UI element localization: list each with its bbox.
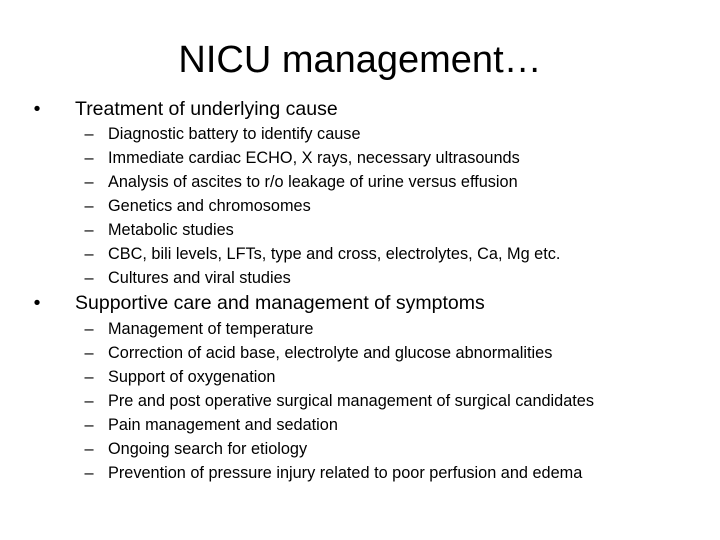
list-item-text: Pre and post operative surgical management of surgical candidates (108, 392, 595, 410)
dash-icon: – (84, 440, 94, 458)
list-item-text: Analysis of ascites to r/o leakage of urine versus effusion (108, 173, 518, 191)
dash-icon: – (84, 464, 94, 482)
bullet-icon: • (33, 292, 41, 314)
dash-icon: – (84, 344, 94, 362)
dash-icon: – (84, 269, 94, 287)
list-item-text: CBC, bili levels, LFTs, type and cross, electrolytes, Ca, Mg etc. (108, 245, 561, 263)
dash-icon: – (84, 197, 94, 215)
list-item-text: Management of temperature (108, 320, 314, 338)
section-heading: Treatment of underlying cause (75, 98, 338, 120)
list-item-text: Correction of acid base, electrolyte and glucose abnormalities (108, 344, 553, 362)
dash-icon: – (84, 125, 94, 143)
dash-icon: – (84, 392, 94, 410)
list-item-text: Prevention of pressure injury related to poor perfusion and edema (108, 464, 583, 482)
list-item-text: Ongoing search for etiology (108, 440, 308, 458)
dash-icon: – (84, 368, 94, 386)
list-item-text: Diagnostic battery to identify cause (108, 125, 361, 143)
dash-icon: – (84, 245, 94, 263)
dash-icon: – (84, 416, 94, 434)
list-item-text: Genetics and chromosomes (108, 197, 311, 215)
dash-icon: – (84, 173, 94, 191)
list-item-text: Cultures and viral studies (108, 269, 291, 287)
list-item-text: Support of oxygenation (108, 368, 276, 386)
slide-title: NICU management… (178, 39, 542, 81)
list-item-text: Metabolic studies (108, 221, 234, 239)
list-item-text: Immediate cardiac ECHO, X rays, necessary ultrasounds (108, 149, 520, 167)
dash-icon: – (84, 320, 94, 338)
bullet-icon: • (33, 98, 41, 120)
section-heading: Supportive care and management of symptoms (75, 292, 485, 314)
dash-icon: – (84, 221, 94, 239)
list-item-text: Pain management and sedation (108, 416, 338, 434)
dash-icon: – (84, 149, 94, 167)
